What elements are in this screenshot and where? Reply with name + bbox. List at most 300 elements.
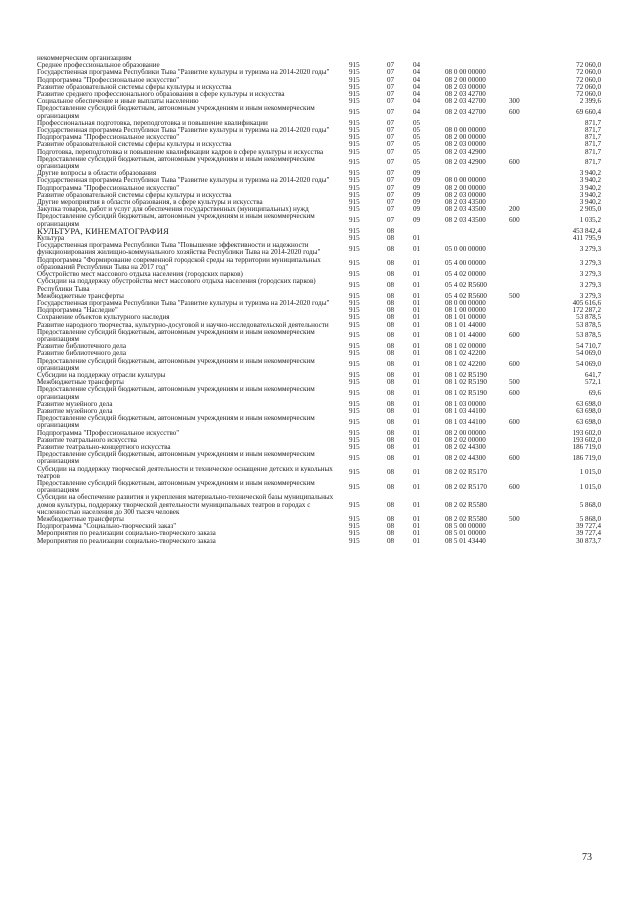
row-vr: 600 bbox=[509, 331, 520, 340]
row-name: Другие мероприятия в области образования, в сфере культуры и искусства bbox=[37, 198, 263, 207]
row-gr: 915 bbox=[349, 306, 360, 315]
row-csr: 08 5 01 43440 bbox=[445, 536, 486, 545]
row-sum: 3 940,2 bbox=[579, 198, 601, 207]
row-pr: 09 bbox=[413, 190, 421, 199]
row-csr: 08 0 00 00000 bbox=[445, 126, 486, 135]
row-sum: 193 602,0 bbox=[572, 428, 601, 437]
row-sum: 186 719,0 bbox=[572, 442, 601, 451]
row-vr bbox=[508, 538, 542, 545]
row-rz: 08 bbox=[387, 313, 395, 322]
row-pr: 01 bbox=[413, 529, 421, 538]
row-vr: 300 bbox=[509, 97, 520, 106]
row-gr: 915 bbox=[349, 349, 360, 358]
row-rz: 07 bbox=[387, 97, 395, 106]
row-name: Развитие музейного дела bbox=[37, 399, 113, 408]
row-csr: 08 2 03 43500 bbox=[445, 198, 486, 207]
row-csr: 08 1 01 00000 bbox=[445, 313, 486, 322]
row-csr: 05 4 02 R5600 bbox=[445, 291, 487, 300]
row-gr: 915 bbox=[349, 97, 360, 106]
row-sum: 72 060,0 bbox=[576, 82, 601, 91]
row-pr: 09 bbox=[413, 169, 421, 178]
row-name: Государственная программа Республики Тыва "Развитие культуры и туризма на 2014-2020 годы" bbox=[37, 126, 330, 135]
row-rz: 08 bbox=[387, 406, 395, 415]
row-vr bbox=[508, 430, 542, 437]
row-name: некоммерческим организациям bbox=[37, 54, 132, 62]
row-name: Среднее профессиональное образование bbox=[37, 61, 160, 70]
row-rz: 07 bbox=[387, 68, 395, 77]
row-vr bbox=[508, 127, 542, 134]
row-csr: 08 2 02 00000 bbox=[445, 435, 486, 444]
row-name: Развитие библиотечного дела bbox=[37, 349, 126, 358]
row-name: Подпрограмма "Профессиональное искусство" bbox=[37, 75, 180, 84]
row-gr: 915 bbox=[349, 198, 360, 207]
row-name: Предоставление субсидий бюджетным, автономным учреждениям и иным некоммерческим организациям bbox=[37, 327, 315, 343]
row-sum: 1 015,0 bbox=[579, 468, 601, 477]
row-vr: 500 bbox=[509, 378, 520, 387]
row-pr: 01 bbox=[413, 306, 421, 315]
row-rz: 07 bbox=[387, 108, 395, 117]
row-rz: 08 bbox=[387, 468, 395, 477]
row-gr: 915 bbox=[349, 183, 360, 192]
row-gr: 915 bbox=[349, 399, 360, 408]
row-csr: 08 2 03 43500 bbox=[445, 216, 486, 225]
row-vr: 600 bbox=[509, 108, 520, 117]
row-gr: 915 bbox=[349, 342, 360, 351]
row-gr: 915 bbox=[349, 331, 360, 340]
row-vr bbox=[508, 322, 542, 329]
row-gr: 915 bbox=[349, 298, 360, 307]
row-vr bbox=[508, 466, 542, 480]
row-name: Развитие музейного дела bbox=[37, 406, 113, 415]
row-sum: 3 279,3 bbox=[579, 244, 601, 253]
row-gr: 915 bbox=[349, 522, 360, 531]
row-rz: 08 bbox=[387, 320, 395, 329]
row-name: Профессиональная подготовка, переподготовка и повышение квалификации bbox=[37, 118, 268, 127]
row-gr: 915 bbox=[349, 169, 360, 178]
row-gr: 915 bbox=[349, 176, 360, 185]
row-pr: 04 bbox=[413, 68, 421, 77]
row-rz: 07 bbox=[387, 158, 395, 167]
row-vr: 600 bbox=[509, 453, 520, 462]
row-vr bbox=[508, 228, 542, 235]
row-sum: 871,7 bbox=[585, 133, 601, 142]
row-sum: 5 868,0 bbox=[579, 515, 601, 523]
table-row bbox=[36, 466, 602, 480]
row-vr bbox=[508, 177, 542, 184]
row-name: Другие вопросы в области образования bbox=[37, 169, 157, 178]
row-sum: 405 616,6 bbox=[572, 298, 601, 307]
row-name: Подпрограмма "Наследие" bbox=[37, 306, 118, 315]
row-name: Предоставление субсидий бюджетным, автономным учреждениям и иным некоммерческим организациям bbox=[37, 356, 315, 372]
table-row bbox=[36, 257, 602, 271]
row-rz: 08 bbox=[387, 536, 395, 545]
row-csr: 08 0 00 00000 bbox=[445, 68, 486, 77]
row-name: Развитие среднего профессионального образования в сфере культуры и искусства bbox=[37, 90, 285, 99]
row-name: Подпрограмма "Профессиональное искусство" bbox=[37, 428, 180, 437]
row-csr: 08 1 02 00000 bbox=[445, 342, 486, 351]
row-sum: 39 727,4 bbox=[576, 529, 601, 538]
row-sum: 3 940,2 bbox=[579, 169, 601, 178]
row-pr: 01 bbox=[413, 453, 421, 462]
row-gr: 915 bbox=[349, 442, 360, 451]
row-name: Развитие театрально-концертного искусства bbox=[37, 442, 171, 451]
row-vr bbox=[508, 77, 542, 84]
row-sum: 72 060,0 bbox=[576, 75, 601, 84]
row-name: Государственная программа Республики Тыва "Повышение эффективности и надежности функционирования жилищно-коммунального хозяйства Республики Тыва на 2014-2020 годы" bbox=[37, 241, 321, 257]
row-pr: 01 bbox=[413, 360, 421, 369]
row-sum: 54 069,0 bbox=[576, 349, 601, 358]
table-row bbox=[36, 451, 602, 465]
row-sum: 2 399,6 bbox=[579, 97, 601, 106]
row-rz: 08 bbox=[387, 522, 395, 531]
row-vr bbox=[508, 242, 542, 256]
row-vr: 600 bbox=[509, 417, 520, 426]
row-pr: 01 bbox=[413, 342, 421, 351]
row-rz: 08 bbox=[387, 226, 395, 235]
row-pr: 01 bbox=[413, 417, 421, 426]
row-vr bbox=[508, 149, 542, 156]
row-pr: 01 bbox=[413, 320, 421, 329]
row-rz: 08 bbox=[387, 280, 395, 289]
row-sum: 572,1 bbox=[585, 378, 601, 387]
row-vr: 200 bbox=[509, 205, 520, 214]
row-csr: 08 5 00 00000 bbox=[445, 522, 486, 531]
row-sum: 63 698,0 bbox=[576, 417, 601, 426]
row-csr: 08 1 02 R5190 bbox=[445, 370, 487, 379]
row-sum: 1 035,2 bbox=[579, 216, 601, 225]
row-csr: 08 2 02 R5580 bbox=[445, 515, 487, 523]
table-row bbox=[36, 494, 602, 516]
row-rz: 08 bbox=[387, 291, 395, 300]
row-gr: 915 bbox=[349, 158, 360, 167]
row-vr bbox=[508, 55, 542, 62]
row-name: Закупка товаров, работ и услуг для обеспечения государственных (муниципальных) нужд bbox=[37, 205, 309, 214]
row-name: Развитие библиотечного дела bbox=[37, 342, 126, 351]
row-csr bbox=[444, 228, 508, 235]
row-name: Культура bbox=[37, 234, 65, 243]
row-gr: 915 bbox=[349, 529, 360, 538]
row-sum: 63 698,0 bbox=[576, 399, 601, 408]
table-row bbox=[36, 156, 602, 170]
row-csr: 08 2 03 42900 bbox=[445, 147, 486, 156]
row-csr: 08 2 03 42700 bbox=[445, 108, 486, 117]
row-sum: 63 698,0 bbox=[576, 406, 601, 415]
row-gr: 915 bbox=[349, 234, 360, 243]
row-vr bbox=[508, 494, 542, 516]
row-pr: 01 bbox=[413, 515, 421, 523]
row-sum: 53 878,5 bbox=[576, 313, 601, 322]
row-gr: 915 bbox=[349, 90, 360, 99]
row-name: Межбюджетные трансферты bbox=[37, 291, 124, 300]
row-pr: 01 bbox=[413, 349, 421, 358]
row-csr: 08 5 01 00000 bbox=[445, 529, 486, 538]
row-name: Предоставление субсидий бюджетным, автономным учреждениям и иным некоммерческим организациям bbox=[37, 478, 315, 495]
row-name: Развитие образовательной системы сферы культуры и искусства bbox=[37, 190, 232, 199]
row-rz: 07 bbox=[387, 140, 395, 149]
table-row bbox=[36, 415, 602, 429]
row-csr: 08 0 00 00000 bbox=[445, 298, 486, 307]
row-pr: 04 bbox=[413, 90, 421, 99]
row-gr: 915 bbox=[349, 500, 360, 509]
row-name: Государственная программа Республики Тыва "Развитие культуры и туризма на 2014-2020 годы" bbox=[37, 68, 330, 77]
row-vr: 600 bbox=[509, 158, 520, 167]
row-pr: 01 bbox=[413, 280, 421, 289]
row-gr: 915 bbox=[349, 244, 360, 253]
table-row bbox=[36, 401, 602, 408]
row-rz: 07 bbox=[387, 190, 395, 199]
row-csr bbox=[444, 55, 508, 62]
row-name: Развитие народного творчества, культурно-досуговой и научно-исследовательской деятельности bbox=[37, 320, 329, 329]
row-sum: 641,7 bbox=[585, 370, 601, 379]
row-csr: 08 2 00 00000 bbox=[445, 428, 486, 437]
row-vr bbox=[508, 192, 542, 199]
table-row bbox=[36, 228, 602, 235]
budget-table-body bbox=[36, 55, 602, 545]
row-csr: 08 1 01 44000 bbox=[445, 320, 486, 329]
row-csr: 08 1 00 00000 bbox=[445, 306, 486, 315]
row-pr: 04 bbox=[413, 82, 421, 91]
row-name: Субсидии на поддержку творческой деятельности и техническое оснащение детских и кукольных театров bbox=[37, 464, 333, 480]
row-sum: 871,7 bbox=[585, 140, 601, 149]
row-gr: 915 bbox=[349, 406, 360, 415]
row-vr bbox=[508, 307, 542, 314]
row-csr bbox=[444, 235, 508, 242]
row-sum: 53 878,5 bbox=[576, 331, 601, 340]
row-name: Подпрограмма "Профессиональное искусство" bbox=[37, 133, 180, 142]
row-rz: 08 bbox=[387, 417, 395, 426]
row-vr bbox=[508, 84, 542, 91]
row-rz: 07 bbox=[387, 216, 395, 225]
row-rz: 08 bbox=[387, 370, 395, 379]
row-name: Предоставление субсидий бюджетным, автономным учреждениям и иным некоммерческим организациям bbox=[37, 104, 315, 120]
row-pr: 01 bbox=[413, 378, 421, 387]
row-vr: 600 bbox=[509, 216, 520, 225]
row-gr: 915 bbox=[349, 216, 360, 225]
row-sum: 871,7 bbox=[585, 126, 601, 135]
row-vr bbox=[508, 141, 542, 148]
row-csr: 08 2 03 43500 bbox=[445, 205, 486, 214]
row-rz: 07 bbox=[387, 147, 395, 156]
row-pr: 05 bbox=[413, 126, 421, 135]
row-name: Подпрограмма "Социально-творческий заказ" bbox=[37, 522, 177, 531]
row-name: Предоставление субсидий бюджетным, автономным учреждениям и иным некоммерческим организациям bbox=[37, 414, 315, 430]
row-pr: 05 bbox=[413, 118, 421, 127]
row-gr: 915 bbox=[349, 360, 360, 369]
row-rz: 08 bbox=[387, 399, 395, 408]
row-name: Обустройство мест массового отдыха населения (городских парков) bbox=[37, 270, 243, 279]
row-csr: 08 1 02 R5190 bbox=[445, 378, 487, 387]
row-pr: 01 bbox=[413, 536, 421, 545]
row-rz: 08 bbox=[387, 298, 395, 307]
row-gr: 915 bbox=[349, 388, 360, 397]
row-rz: 08 bbox=[387, 342, 395, 351]
table-row bbox=[36, 386, 602, 400]
row-rz: 07 bbox=[387, 75, 395, 84]
row-sum: 30 873,7 bbox=[576, 536, 601, 545]
row-csr: 08 2 03 42900 bbox=[445, 158, 486, 167]
row-csr: 08 2 02 R5170 bbox=[445, 482, 487, 491]
row-sum: 72 060,0 bbox=[576, 90, 601, 99]
row-rz: 08 bbox=[387, 360, 395, 369]
table-row bbox=[36, 105, 602, 119]
row-name: Субсидии на поддержку отрасли культуры bbox=[37, 370, 166, 379]
row-gr: 915 bbox=[349, 313, 360, 322]
row-rz: 07 bbox=[387, 133, 395, 142]
row-csr: 08 0 00 00000 bbox=[445, 176, 486, 185]
row-pr: 01 bbox=[413, 298, 421, 307]
row-vr: 600 bbox=[509, 482, 520, 491]
row-rz: 08 bbox=[387, 529, 395, 538]
row-gr: 915 bbox=[349, 482, 360, 491]
row-rz: 08 bbox=[387, 515, 395, 523]
row-csr: 05 4 00 00000 bbox=[445, 259, 486, 268]
row-sum: 69 660,4 bbox=[576, 108, 601, 117]
table-row bbox=[36, 242, 602, 256]
row-gr: 915 bbox=[349, 536, 360, 545]
row-gr: 915 bbox=[349, 61, 360, 70]
row-vr bbox=[508, 69, 542, 76]
row-pr: 01 bbox=[413, 259, 421, 268]
row-sum: 3 940,2 bbox=[579, 183, 601, 192]
row-vr bbox=[508, 401, 542, 408]
row-name: Мероприятия по реализации социально-творческого заказа bbox=[37, 536, 216, 545]
budget-table bbox=[36, 55, 602, 545]
row-rz: 08 bbox=[387, 500, 395, 509]
row-gr: 915 bbox=[349, 226, 360, 235]
row-rz: 08 bbox=[387, 234, 395, 243]
row-sum: 871,7 bbox=[585, 158, 601, 167]
row-sum: 3 279,3 bbox=[579, 259, 601, 268]
row-rz: 08 bbox=[387, 453, 395, 462]
row-csr: 08 2 00 00000 bbox=[445, 183, 486, 192]
row-gr: 915 bbox=[349, 468, 360, 477]
row-rz: 08 bbox=[387, 349, 395, 358]
row-pr: 01 bbox=[413, 244, 421, 253]
row-name: Развитие театрального искусства bbox=[37, 435, 137, 444]
row-rz: 08 bbox=[387, 435, 395, 444]
row-pr: 04 bbox=[413, 61, 421, 70]
row-sum: 53 878,5 bbox=[576, 320, 601, 329]
row-name: Предоставление субсидий бюджетным, автономным учреждениям и иным некоммерческим организациям bbox=[37, 154, 315, 171]
row-pr: 01 bbox=[413, 500, 421, 509]
row-name: Межбюджетные трансферты bbox=[37, 378, 124, 387]
row-sum: 5 868,0 bbox=[579, 500, 601, 509]
row-vr bbox=[508, 314, 542, 321]
row-pr: 05 bbox=[413, 147, 421, 156]
row-pr: 05 bbox=[413, 158, 421, 167]
row-sum: 871,7 bbox=[585, 118, 601, 127]
row-rz: 08 bbox=[387, 482, 395, 491]
row-gr: 915 bbox=[349, 68, 360, 77]
row-gr: 915 bbox=[349, 417, 360, 426]
row-name: Подпрограмма "Профессиональное искусство" bbox=[37, 183, 180, 192]
row-name: Субсидии на обеспечение развития и укрепления материально-технической базы муниципальных домов культуры, поддержку творческой деятельности муниципальных театров в городах с численностью населения до 300 тысяч человек bbox=[37, 493, 334, 516]
row-csr: 08 2 02 44300 bbox=[445, 442, 486, 451]
row-vr bbox=[508, 62, 542, 69]
row-csr: 05 0 00 00000 bbox=[445, 244, 486, 253]
row-rz: 07 bbox=[387, 90, 395, 99]
row-gr: 915 bbox=[349, 515, 360, 523]
row-csr: 08 1 03 00000 bbox=[445, 399, 486, 408]
row-gr: 915 bbox=[349, 75, 360, 84]
row-gr: 915 bbox=[349, 320, 360, 329]
row-vr bbox=[508, 185, 542, 192]
row-rz: 07 bbox=[387, 61, 395, 70]
row-csr: 08 1 01 44000 bbox=[445, 331, 486, 340]
row-name: Развитие образовательной системы сферы культуры и искусства bbox=[37, 140, 232, 149]
row-pr: 04 bbox=[413, 108, 421, 117]
row-csr: 08 2 03 42700 bbox=[445, 97, 486, 106]
row-name: Подготовка, переподготовка и повышение квалификации кадров в сфере культуры и искусства bbox=[37, 147, 324, 156]
row-rz: 07 bbox=[387, 169, 395, 178]
row-csr: 08 2 03 00000 bbox=[445, 140, 486, 149]
row-vr bbox=[508, 278, 542, 292]
row-sum: 39 727,4 bbox=[576, 522, 601, 531]
row-pr: 01 bbox=[413, 435, 421, 444]
row-rz: 07 bbox=[387, 82, 395, 91]
row-vr bbox=[508, 170, 542, 177]
row-gr: 915 bbox=[349, 259, 360, 268]
row-gr: 915 bbox=[349, 280, 360, 289]
table-row bbox=[36, 358, 602, 372]
row-rz: 07 bbox=[387, 118, 395, 127]
row-pr: 05 bbox=[413, 140, 421, 149]
row-sum: 2 905,0 bbox=[579, 205, 601, 214]
row-sum: 3 940,2 bbox=[579, 190, 601, 199]
row-pr: 09 bbox=[413, 198, 421, 207]
row-name: Мероприятия по реализации социально-творческого заказа bbox=[37, 529, 216, 538]
row-pr: 01 bbox=[413, 482, 421, 491]
table-row bbox=[36, 278, 602, 292]
row-gr: 915 bbox=[349, 82, 360, 91]
row-name: Сохранение объектов культурного наследия bbox=[37, 313, 170, 322]
row-csr: 08 2 02 R5580 bbox=[445, 500, 487, 509]
row-csr: 08 1 02 42200 bbox=[445, 360, 486, 369]
row-csr: 08 2 02 R5170 bbox=[445, 468, 487, 477]
row-rz: 07 bbox=[387, 205, 395, 214]
row-rz: 08 bbox=[387, 331, 395, 340]
row-rz: 08 bbox=[387, 442, 395, 451]
row-csr: 08 2 03 00000 bbox=[445, 82, 486, 91]
row-gr: 915 bbox=[349, 428, 360, 437]
row-sum: 411 795,9 bbox=[572, 234, 601, 243]
row-sum: 54 069,0 bbox=[576, 360, 601, 369]
row-sum: 871,7 bbox=[585, 147, 601, 156]
table-row bbox=[36, 480, 602, 494]
row-pr: 01 bbox=[413, 234, 421, 243]
row-sum: 186 719,0 bbox=[572, 453, 601, 462]
row-pr: 01 bbox=[413, 399, 421, 408]
row-vr: 600 bbox=[509, 388, 520, 397]
row-pr: 01 bbox=[413, 406, 421, 415]
row-vr bbox=[508, 437, 542, 444]
row-csr: 08 1 02 42200 bbox=[445, 349, 486, 358]
row-pr: 09 bbox=[413, 176, 421, 185]
row-rz: 07 bbox=[387, 198, 395, 207]
row-rz: 08 bbox=[387, 259, 395, 268]
row-csr: 08 1 03 44100 bbox=[445, 417, 486, 426]
row-sum: 3 279,3 bbox=[579, 280, 601, 289]
row-pr: 01 bbox=[413, 468, 421, 477]
row-sum: 69,6 bbox=[588, 388, 601, 397]
row-rz: 08 bbox=[387, 378, 395, 387]
row-gr: 915 bbox=[349, 378, 360, 387]
row-csr: 08 1 03 44100 bbox=[445, 406, 486, 415]
row-gr: 915 bbox=[349, 205, 360, 214]
table-row bbox=[36, 300, 602, 307]
row-pr: 01 bbox=[413, 291, 421, 300]
row-vr bbox=[508, 271, 542, 278]
